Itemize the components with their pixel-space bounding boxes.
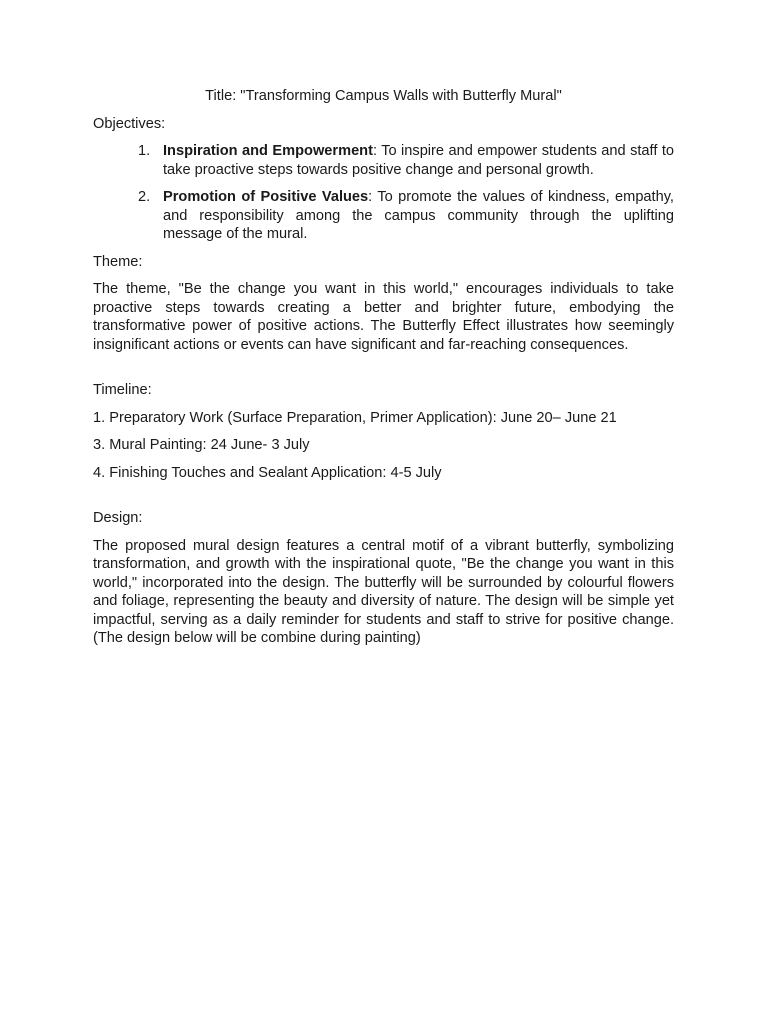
design-paragraph: The proposed mural design features a central motif of a vibrant butterfly, symbolizing transformation, and growth with the inspirational quote, "Be the change you want in this world," incorporated into the design. The butterfly will be surrounded by colourful flowers and foliage, representing the beauty and diversity of nature. The design will be simple yet impactful, serving as a daily reminder for students and staff to strive for positive change. (The design below will be combine during painting): [93, 537, 674, 646]
timeline-label: Timeline:: [93, 382, 152, 398]
objective-heading: Promotion of Positive Values: [163, 189, 369, 205]
objective-number: 1.: [138, 143, 151, 159]
spacer: [93, 491, 674, 509]
document-title: Title: "Transforming Campus Walls with Butterfly Mural": [205, 88, 562, 104]
timeline-item: 4. Finishing Touches and Sealant Application: 4-5 July: [93, 464, 442, 481]
spacer: [93, 363, 674, 381]
timeline-item: 3. Mural Painting: 24 June- 3 July: [93, 437, 310, 453]
objective-text: : To promote the values of kindness, empathy, and responsibility among the campus community through the uplifting message of the mural.: [163, 189, 674, 242]
theme-paragraph: The theme, "Be the change you want in this world," encourages individuals to take proactive steps towards creating a better and brighter future, embodying the transformative power of positive actions. The Butterfly Effect illustrates how seemingly insignificant actions or events can have significant and far-reaching consequences.: [93, 281, 674, 353]
objective-item: [93, 188, 674, 244]
objectives-list: [93, 142, 674, 244]
objective-heading: Inspiration and Empowerment: [163, 143, 373, 159]
objective-number: 2.: [138, 189, 151, 205]
objectives-label: Objectives:: [93, 115, 166, 132]
timeline-item: 1. Preparatory Work (Surface Preparation, Primer Application): June 20– June 21: [93, 409, 617, 426]
objective-body: [163, 142, 674, 179]
objective-body: [163, 188, 674, 244]
theme-label: Theme:: [93, 253, 143, 270]
objective-item: [93, 142, 674, 179]
objective-text: : To inspire and empower students and staff to take proactive steps towards positive change and personal growth.: [163, 143, 674, 178]
design-label: Design:: [93, 510, 143, 526]
